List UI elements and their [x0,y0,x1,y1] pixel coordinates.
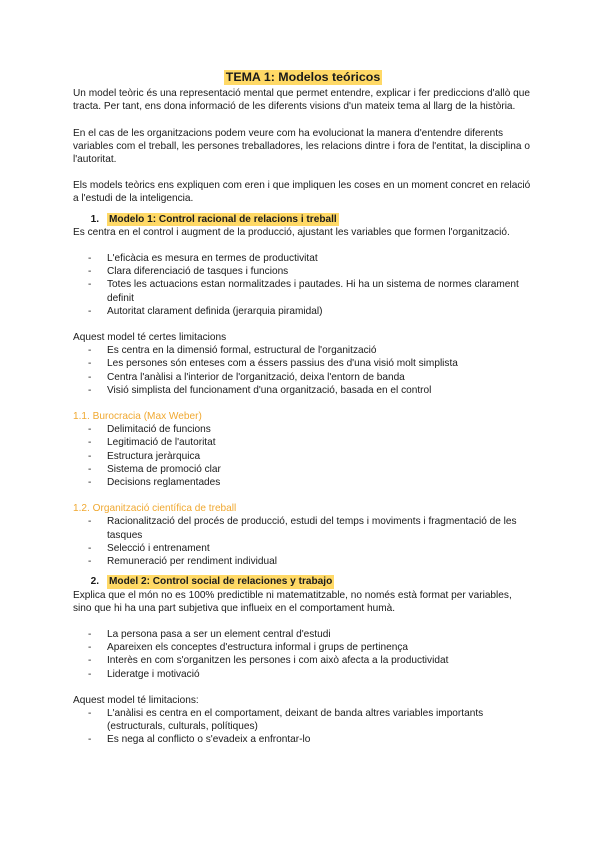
list-item: - Apareixen els conceptes d'estructura informal i grups de pertinença [73,641,533,654]
section-1-limitations-list [73,344,533,397]
subsection-1-2-list [73,515,533,568]
list-item: - Es nega al conflicto o s'evadeix a enfrontar-lo [73,733,533,746]
list-item: - Decisions reglamentades [73,476,533,489]
intro-paragraph-2: En el cas de les organitzacions podem veure com ha evolucionat la manera d'entendre diferents variables com el treball, les persones treballadores, les relacions dintre i fora de l'entitat, la disciplina o l'autoritat. [73,127,530,166]
list-item: - Selecció i entrenament [73,542,533,555]
list-item: - Delimitació de funcions [73,423,533,436]
section-2-description: Explica que el món no es 100% predictible ni matematitzable, no només està format per variables, sino que hi ha una part subjetiva que influeix en el comportament humà. [73,589,512,614]
intro-paragraph-3: Els models teòrics ens expliquen com eren i que impliquen les coses en un moment concret en relació a l'estudi de la inteligencia. [73,180,531,205]
section-1-description: Es centra en el control i augment de la producció, ajustant les variables que formen l'organització. [73,226,510,238]
list-item: - Interès en com s'organitzen les persones i com això afecta a la productividat [73,654,533,667]
list-item: - Clara diferenciació de tasques i funcions [73,265,533,278]
section-1-number: 1. [90,213,99,225]
section-1-limitations-intro: Aquest model té certes limitacions [73,332,227,344]
list-item: - Racionalització del procés de producció, estudi del temps i moviments i fragmentació de les tasques [73,515,533,541]
list-item: - Lideratge i motivació [73,668,533,681]
section-2-heading [73,575,533,588]
list-item: - Centra l'anàlisi a l'interior de l'organització, deixa l'entorn de banda [73,371,533,384]
section-2-limitations-list [73,707,533,747]
list-item: - La persona pasa a ser un element central d'estudi [73,628,533,641]
list-item: - Autoritat clarament definida (jerarquia piramidal) [73,305,533,318]
list-item: - L'anàlisi es centra en el comportament, deixant de banda altres variables importants (estructurals, culturals, polítiques) [73,707,533,733]
section-1-heading [73,213,533,226]
list-item: - Sistema de promoció clar [73,463,533,476]
intro-paragraph-1: Un model teòric és una representació mental que permet entendre, explicar i fer prediccions d'allò que tracta. Per tant, ens dona informació de les diferents visions d'un mateix tema al llarg de la història. [73,88,530,113]
list-item: - Remuneració per rendiment individual [73,555,533,568]
section-2-limitations-intro: Aquest model té limitacions: [73,694,199,706]
list-item: - Legitimació de l'autoritat [73,436,533,449]
subsection-1-2-heading: 1.2. Organització científica de treball [73,503,237,515]
section-2-number: 2. [90,576,99,588]
section-1-title: Modelo 1: Control racional de relacions i treball [109,213,337,225]
title-wrapper [73,70,533,85]
subsection-1-1-heading: 1.1. Burocracia (Max Weber) [73,411,202,423]
section-2-title: Model 2: Control social de relaciones y trabajo [109,576,333,588]
list-item: - Es centra en la dimensió formal, estructural de l'organització [73,344,533,357]
section-1-features-list [73,252,533,318]
list-item: - Totes les actuacions estan normalitzades i pautades. Hi ha un sistema de normes clarament definit [73,278,533,304]
page-title: TEMA 1: Modelos teóricos [225,70,381,84]
list-item: - Estructura jeràrquica [73,450,533,463]
list-item: - Visió simplista del funcionament d'una organització, basada en el control [73,384,533,397]
list-item: - Les persones són enteses com a éssers passius des d'una visió molt simplista [73,357,533,370]
list-item: - L'eficàcia es mesura en termes de productivitat [73,252,533,265]
document-content [73,70,533,747]
subsection-1-1-list [73,423,533,489]
section-2-features-list [73,628,533,681]
